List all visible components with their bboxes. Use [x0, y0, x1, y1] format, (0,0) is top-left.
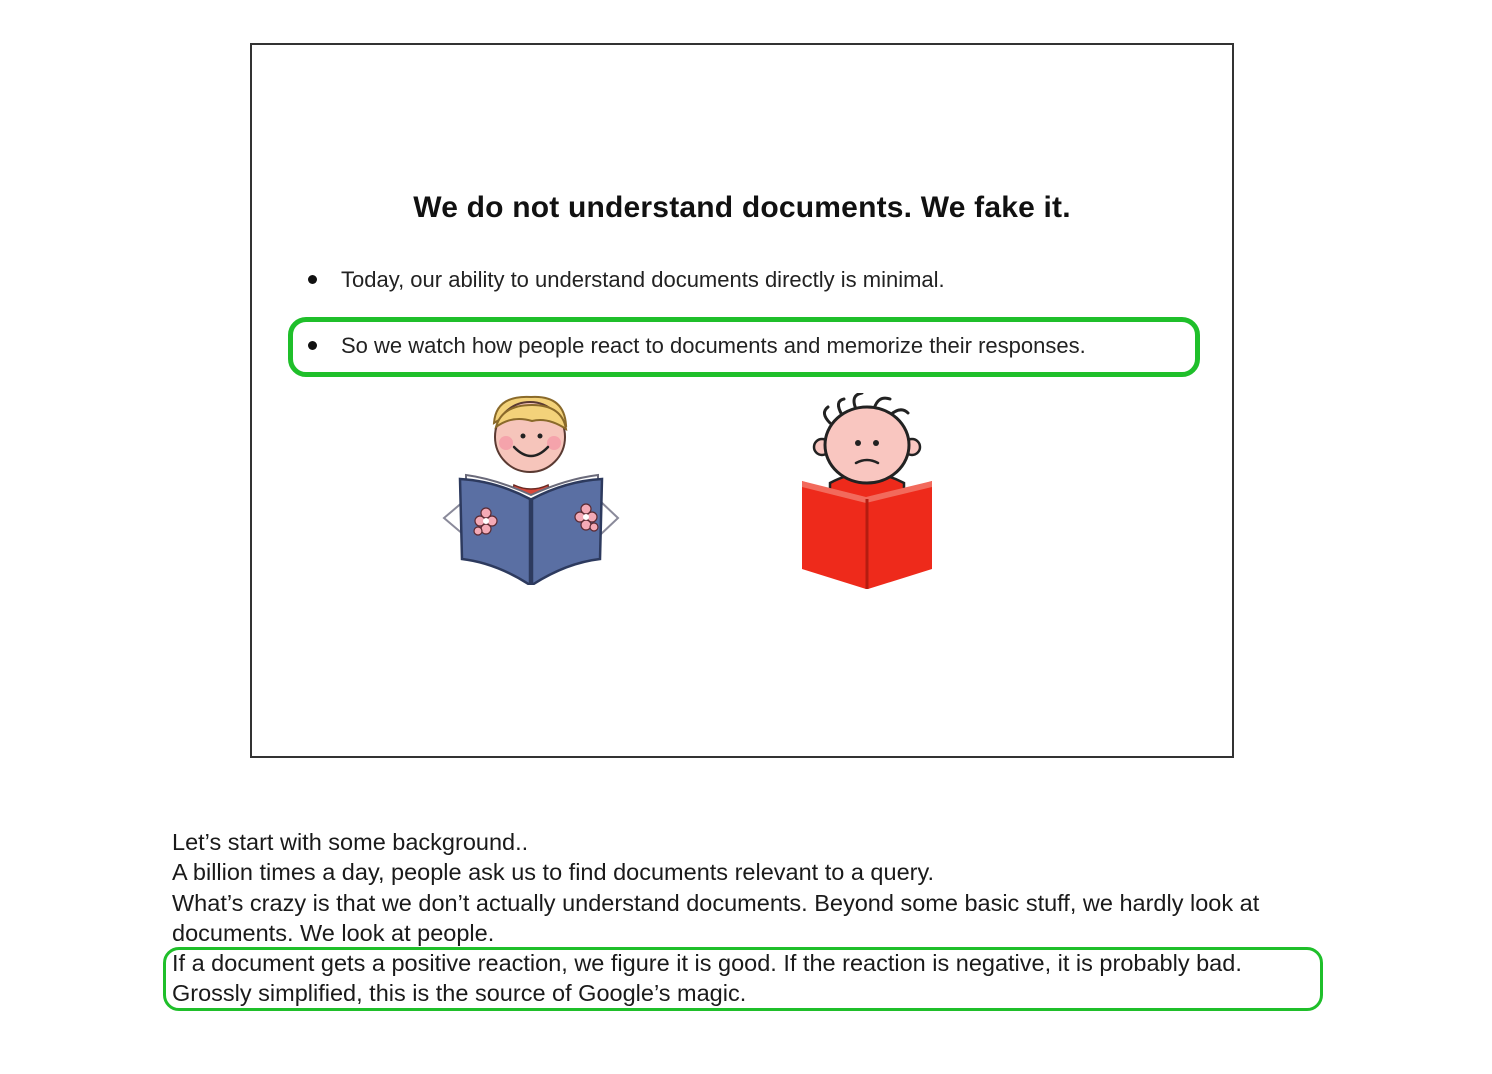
notes-line-4: If a document gets a positive reaction, we figure it is good. If the reaction is negative, it is probably bad.	[172, 950, 1242, 977]
slide-bullet-1-text: Today, our ability to understand documents directly is minimal.	[341, 267, 945, 292]
notes-line-3: What’s crazy is that we don’t actually understand documents. Beyond some basic stuff, we hardly look at documents. We look at people.	[172, 889, 1260, 946]
happy-child-reading-icon	[436, 393, 626, 585]
slide-highlight-box	[288, 317, 1200, 377]
notes-highlight-box	[163, 947, 1323, 1011]
slide-bullet-1	[308, 267, 945, 293]
slide-frame	[250, 43, 1234, 758]
sad-child-reading-icon	[800, 393, 934, 589]
bullet-dot-icon	[308, 275, 317, 284]
slide-bullet-2-text: So we watch how people react to documents and memorize their responses.	[341, 333, 1086, 358]
notes-line-2: A billion times a day, people ask us to find documents relevant to a query.	[172, 859, 935, 886]
notes-line-5: Grossly simplified, this is the source of Google’s magic.	[172, 980, 747, 1007]
slide-title: We do not understand documents. We fake it.	[413, 191, 1071, 224]
notes-line-1: Let’s start with some background..	[172, 829, 529, 855]
